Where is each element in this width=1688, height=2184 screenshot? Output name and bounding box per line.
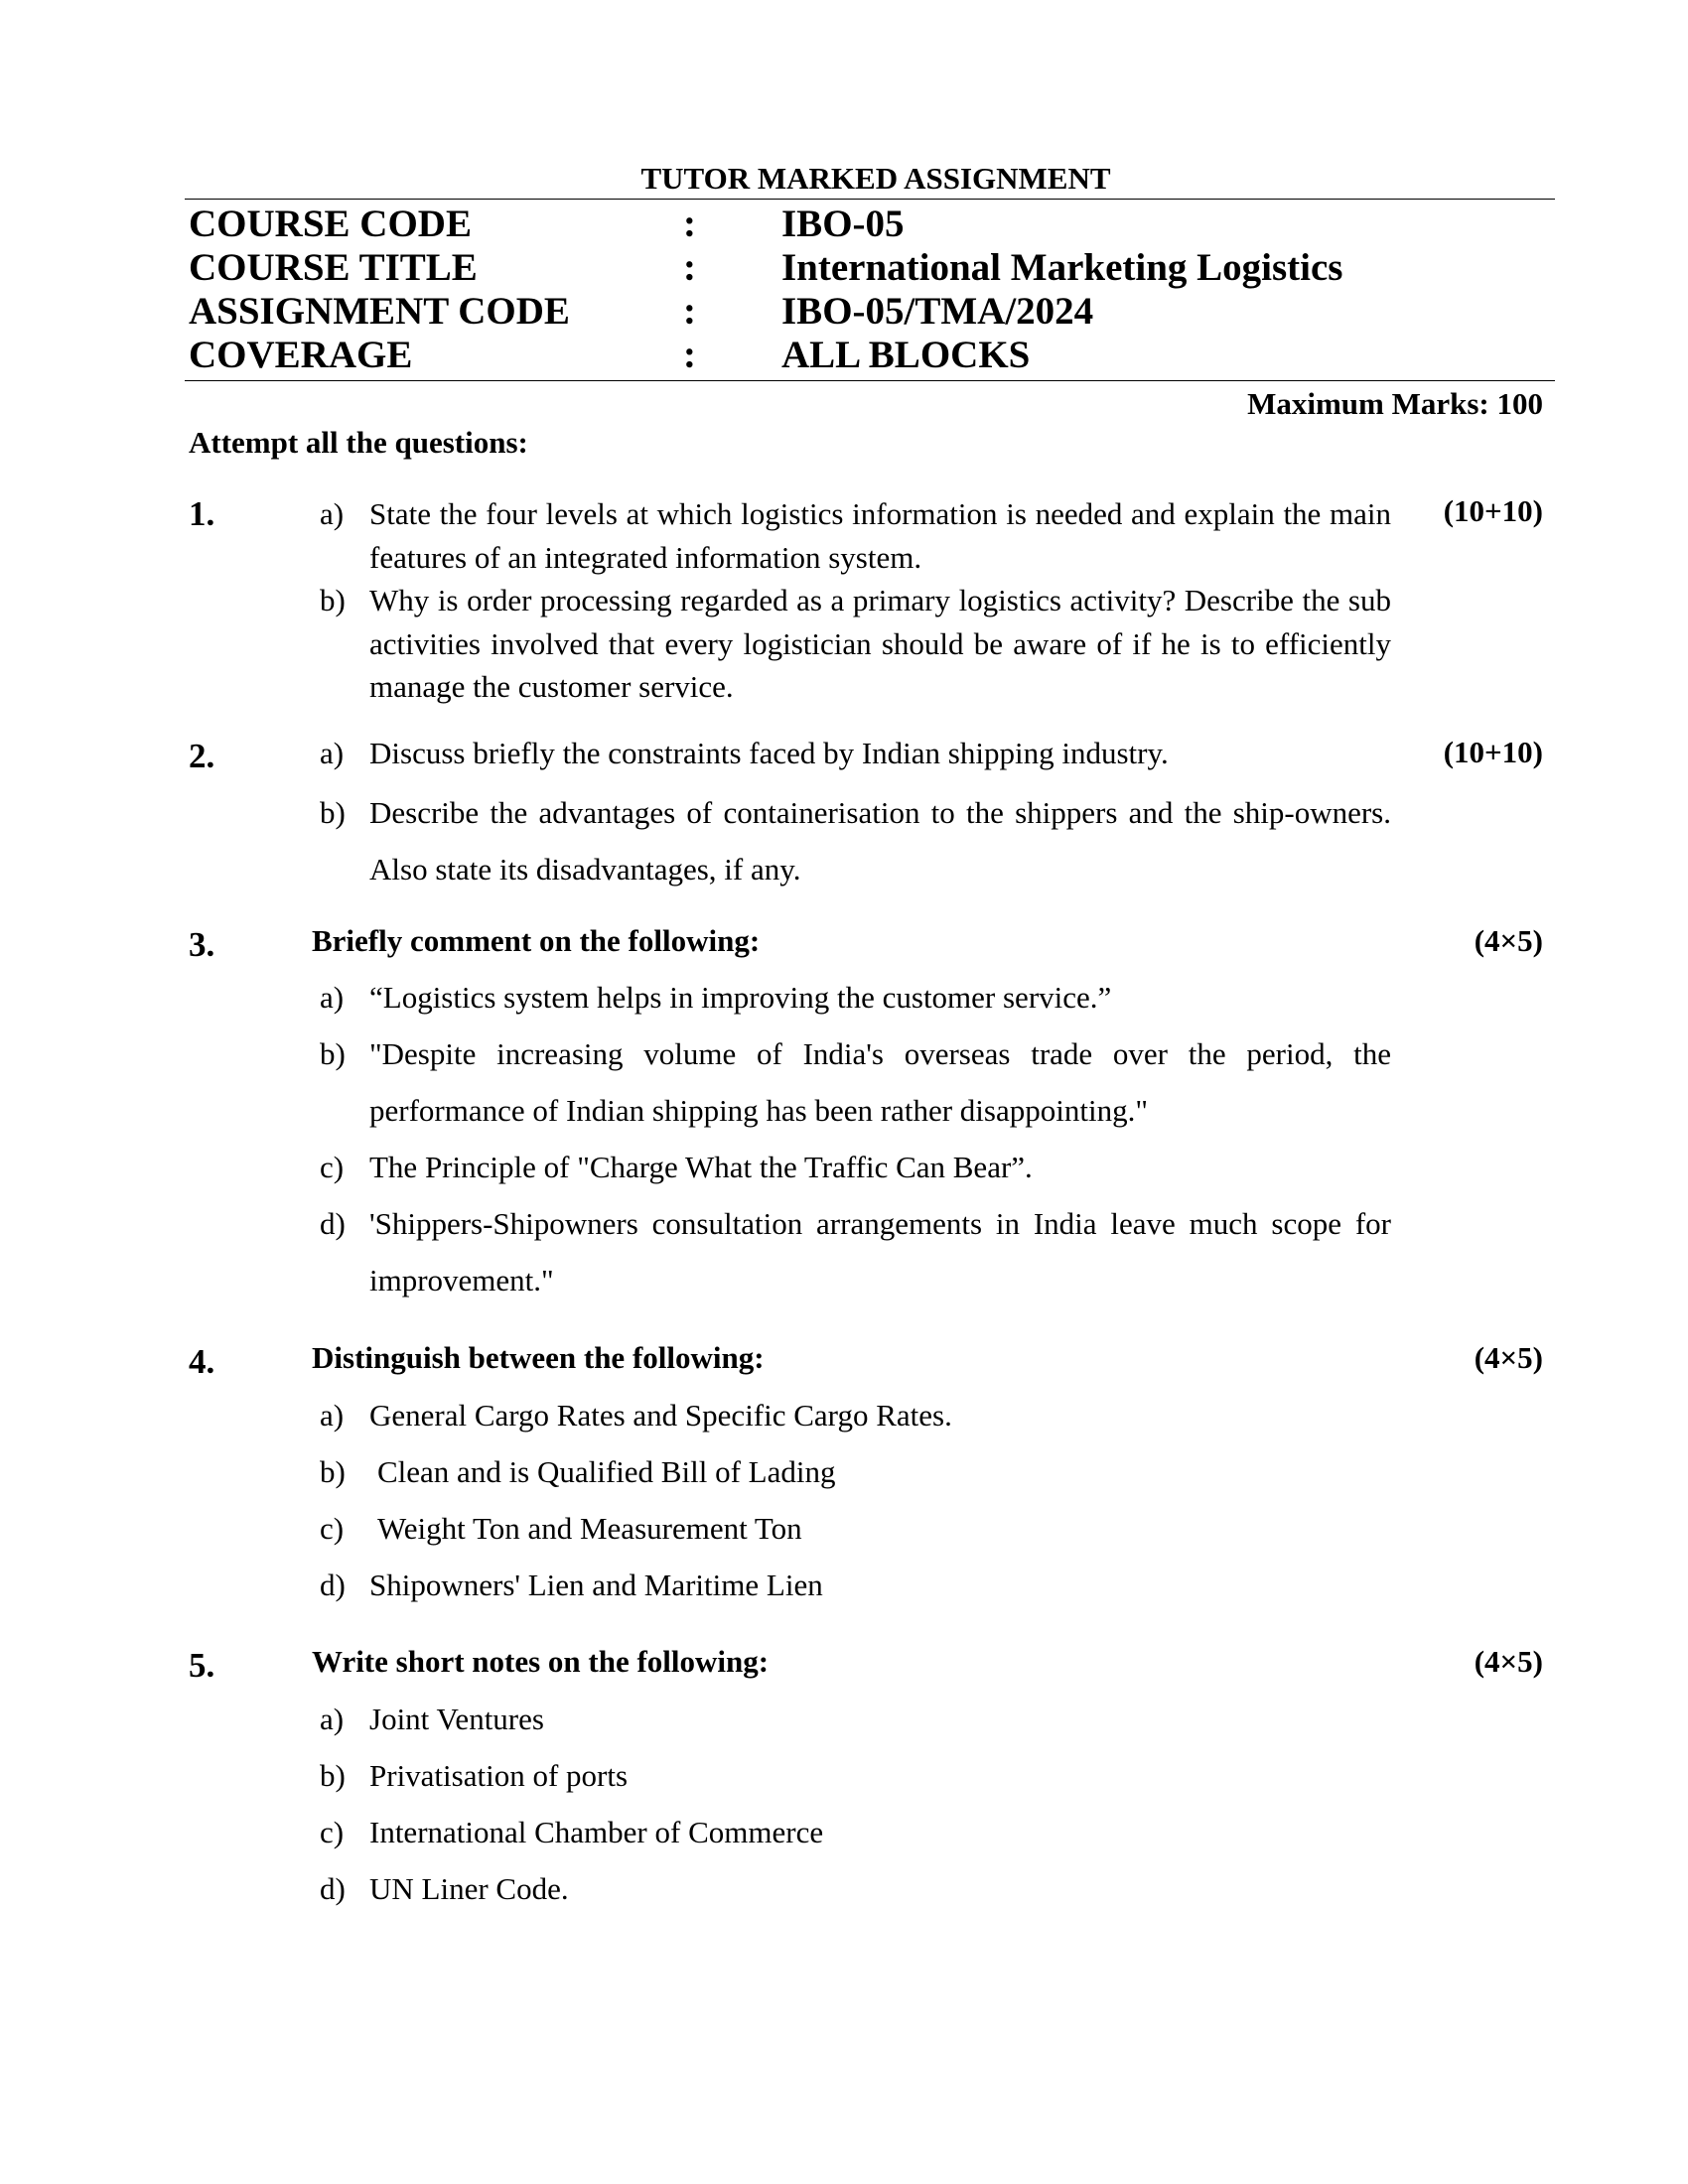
part-text: Joint Ventures [369, 1702, 544, 1736]
part-text: "Despite increasing volume of India's overseas trade over the period, the performance of Indian shipping has been rather disappointing." [369, 1036, 1391, 1128]
part-letter: b) [320, 583, 346, 617]
part-text: International Chamber of Commerce [369, 1815, 824, 1849]
meta-row-coverage [185, 334, 1555, 377]
part-text: General Cargo Rates and Specific Cargo Rates. [369, 1398, 952, 1433]
meta-value: ALL BLOCKS [781, 334, 1031, 376]
meta-label: ASSIGNMENT CODE [189, 290, 570, 333]
part-letter: a) [320, 1398, 345, 1433]
header-bottom-rule [185, 380, 1555, 381]
part-text: Weight Ton and Measurement Ton [377, 1511, 802, 1546]
part-text: Privatisation of ports [369, 1758, 629, 1793]
maximum-marks: Maximum Marks: 100 [1247, 386, 1543, 421]
part-text: Clean and is Qualified Bill of Lading [377, 1454, 836, 1489]
meta-value: IBO-05/TMA/2024 [781, 290, 1094, 333]
meta-colon: : [683, 203, 696, 245]
meta-row-course-title [185, 246, 1555, 290]
meta-value: IBO-05 [781, 203, 905, 245]
instruction: Attempt all the questions: [189, 425, 528, 460]
question-number: 1. [189, 494, 215, 533]
part-text: Shipowners' Lien and Maritime Lien [369, 1568, 823, 1602]
meta-label: COVERAGE [189, 334, 413, 376]
part-text: The Principle of "Charge What the Traffic Can Bear”. [369, 1150, 1033, 1184]
meta-value: International Marketing Logistics [781, 246, 1343, 289]
question-number: 2. [189, 737, 215, 775]
question-marks: (10+10) [1443, 735, 1543, 769]
meta-label: COURSE CODE [189, 203, 472, 245]
question-marks: (4×5) [1474, 923, 1543, 958]
part-letter: b) [320, 1454, 346, 1489]
part-text: “Logistics system helps in improving the customer service.” [369, 980, 1112, 1015]
part-letter: b) [320, 1036, 346, 1071]
part-letter: d) [320, 1568, 346, 1602]
meta-row-assignment-code [185, 290, 1555, 334]
question-number: 3. [189, 925, 215, 964]
part-letter: d) [320, 1206, 346, 1241]
meta-colon: : [683, 290, 696, 333]
meta-colon: : [683, 246, 696, 289]
part-text: Discuss briefly the constraints faced by Indian shipping industry. [369, 736, 1169, 770]
part-letter: a) [320, 1702, 345, 1736]
question-prompt: Write short notes on the following: [312, 1644, 770, 1679]
meta-colon: : [683, 334, 696, 376]
part-text: Describe the advantages of containerisation to the shippers and the ship-owners. Also state its disadvantages, if any. [369, 795, 1391, 887]
part-letter: a) [320, 496, 345, 531]
question-number: 4. [189, 1342, 215, 1381]
part-text: 'Shippers-Shipowners consultation arrangements in India leave much scope for improvement." [369, 1206, 1391, 1297]
part-text: State the four levels at which logistics information is needed and explain the main features of an integrated information system. [369, 496, 1391, 575]
part-letter: a) [320, 980, 345, 1015]
meta-row-course-code [185, 203, 1555, 246]
question-marks: (4×5) [1474, 1644, 1543, 1679]
part-letter: c) [320, 1815, 345, 1849]
question-number: 5. [189, 1646, 215, 1685]
part-letter: c) [320, 1150, 345, 1184]
part-text: UN Liner Code. [369, 1871, 569, 1906]
question-marks: (10+10) [1443, 493, 1543, 528]
question-prompt: Briefly comment on the following: [312, 923, 761, 958]
part-letter: b) [320, 795, 346, 830]
part-letter: a) [320, 736, 345, 770]
question-prompt: Distinguish between the following: [312, 1340, 765, 1375]
part-text: Why is order processing regarded as a primary logistics activity? Describe the sub activities involved that every logistician should be aware of if he is to efficiently manage the customer service. [369, 583, 1391, 704]
part-letter: b) [320, 1758, 346, 1793]
part-letter: c) [320, 1511, 345, 1546]
meta-label: COURSE TITLE [189, 246, 478, 289]
question-marks: (4×5) [1474, 1340, 1543, 1375]
header-top-rule [185, 199, 1555, 200]
part-letter: d) [320, 1871, 346, 1906]
document-title: TUTOR MARKED ASSIGNMENT [640, 161, 1111, 196]
